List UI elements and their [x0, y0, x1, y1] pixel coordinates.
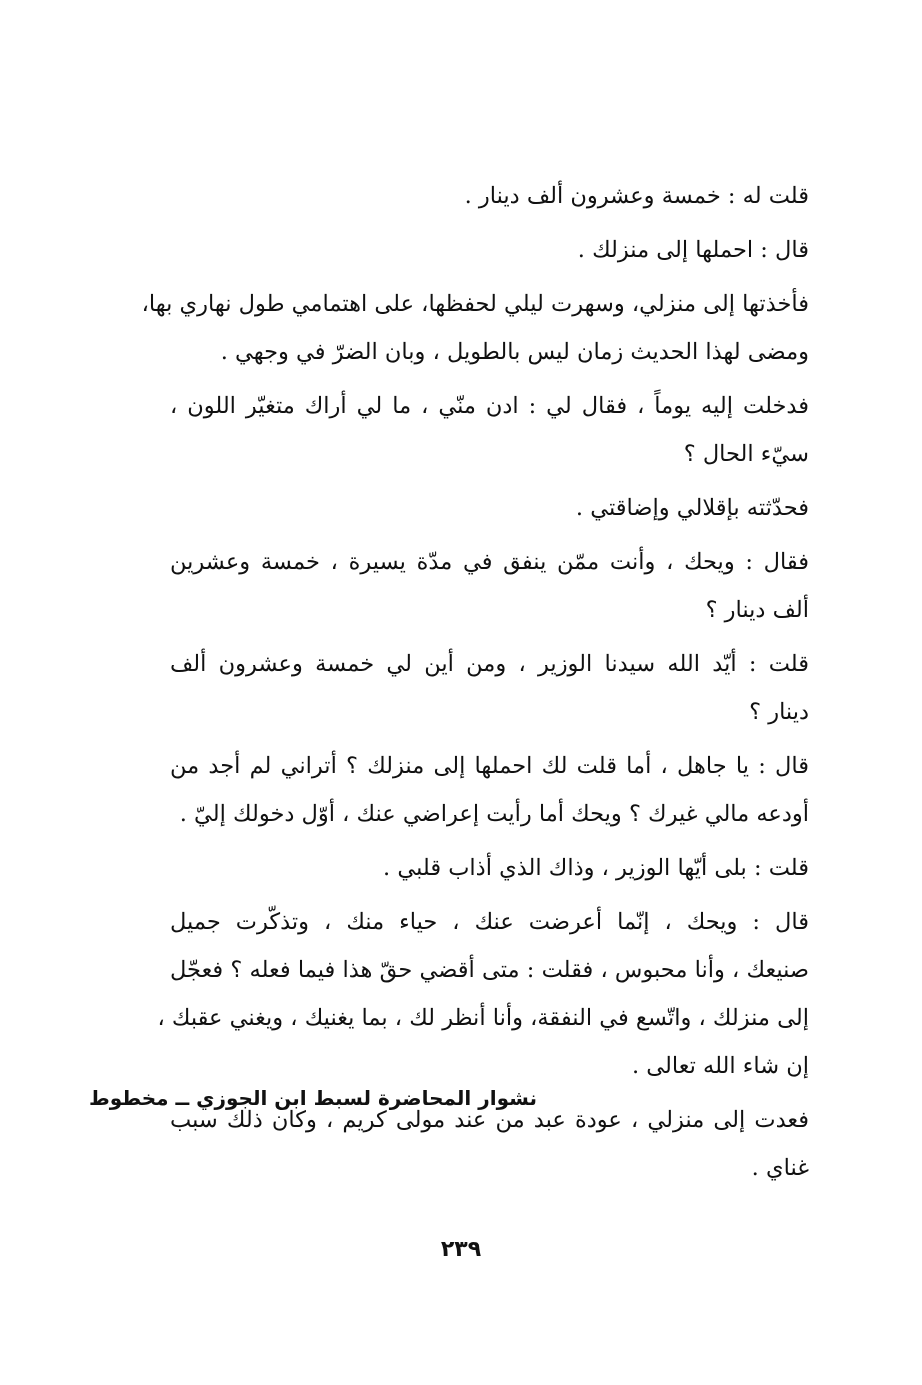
- text-line: قال : يا جاهل ، أما قلت لك احملها إلى منزلك ؟ أتراني لم أجد من: [170, 753, 809, 779]
- text-line: فأخذتها إلى منزلي، وسهرت ليلي لحفظها، على اهتمامي طول نهاري بها،: [141, 291, 809, 317]
- text-line: ومضى لهذا الحديث زمان ليس بالطويل ، وبان الضرّ في وجهي .: [220, 339, 809, 365]
- paragraph: [170, 742, 845, 838]
- text-line: قلت : أيّد الله سيدنا الوزير ، ومن أين لي خمسة وعشرون ألف: [170, 651, 809, 677]
- text-line: فقال : ويحك ، وأنت ممّن ينفق في مدّة يسيرة ، خمسة وعشرين: [170, 549, 809, 575]
- text-line: صنيعك ، وأنا محبوس ، فقلت : متى أقضي حقّ هذا فيما فعله ؟ فعجّل: [170, 957, 809, 983]
- paragraph: [170, 172, 845, 220]
- text-line: إن شاء الله تعالى .: [631, 1053, 809, 1079]
- text-line: سيّء الحال ؟: [683, 441, 809, 467]
- text-line: إلى منزلك ، واتّسع في النفقة، وأنا أنظر لك ، بما يغنيك ، ويغني عقبك ،: [157, 1005, 809, 1031]
- text-line: قلت له : خمسة وعشرون ألف دينار .: [464, 183, 809, 209]
- text-line: قال : ويحك ، إنّما أعرضت عنك ، حياء منك ، وتذكّرت جميل: [170, 909, 809, 935]
- paragraph: [170, 640, 845, 736]
- text-line: دينار ؟: [749, 699, 809, 725]
- paragraph: [170, 1096, 845, 1192]
- text-line: غناي .: [751, 1155, 809, 1181]
- paragraph: [170, 226, 845, 274]
- paragraph: [157, 898, 845, 1090]
- source-citation: نشوار المحاضرة لسبط ابن الجوزي ــ مخطوط: [88, 1086, 537, 1110]
- paragraph: [170, 844, 845, 892]
- text-line: فعدت إلى منزلي ، عودة عبد من عند مولى كريم ، وكان ذلك سبب: [170, 1107, 809, 1133]
- paragraph: [170, 382, 845, 478]
- body-text: [141, 172, 845, 1198]
- text-line: ألف دينار ؟: [705, 597, 809, 623]
- text-line: أودعه مالي غيرك ؟ ويحك أما رأيت إعراضي عنك ، أوّل دخولك إليّ .: [179, 801, 809, 827]
- text-line: قلت : بلى أيّها الوزير ، وذاك الذي أذاب قلبي .: [383, 855, 809, 881]
- text-line: قال : احملها إلى منزلك .: [577, 237, 809, 263]
- paragraph: [141, 280, 845, 376]
- text-line: فدخلت إليه يوماً ، فقال لي : ادن منّي ، ما لي أراك متغيّر اللون ،: [170, 393, 809, 419]
- paragraph: [170, 484, 845, 532]
- paragraph: [170, 538, 845, 634]
- page-number: ٢٣٩: [440, 1237, 482, 1262]
- text-line: فحدّثته بإقلالي وإضاقتي .: [575, 495, 809, 521]
